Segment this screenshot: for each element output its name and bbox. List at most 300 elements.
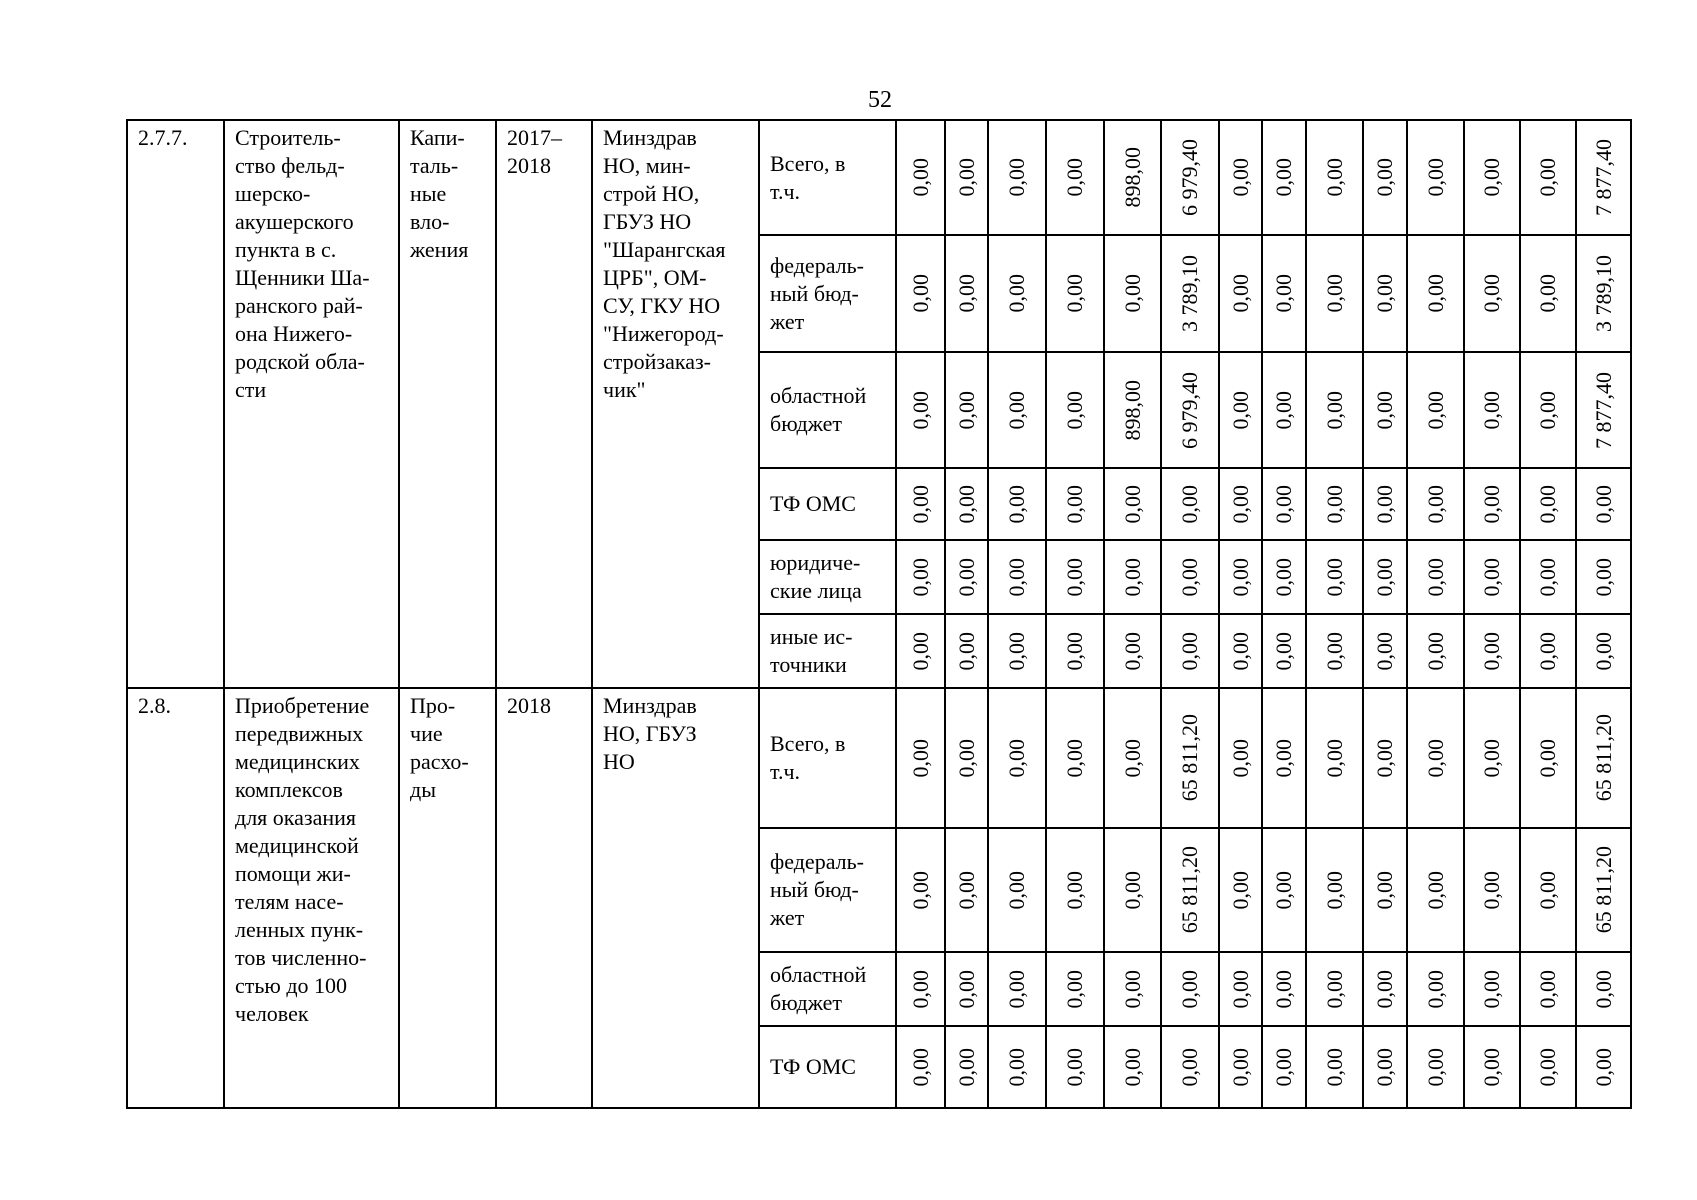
amount-value: 0,00: [1227, 274, 1253, 313]
amount-cell: [1520, 235, 1576, 352]
amount-value: 0,00: [1004, 557, 1029, 597]
amount-cell: [1520, 468, 1576, 540]
item-name-cell: Строитель- ство фельд- шерско- акушерского пункта в с. Щенники Ша- ранского рай- она Нижего- родской обла- сти: [224, 120, 399, 688]
funding-source-label: ТФ ОМС: [759, 1026, 896, 1108]
amount-value: 0,00: [1062, 870, 1087, 910]
amount-cell: [1306, 468, 1363, 540]
amount-value: 0,00: [953, 969, 979, 1009]
amount-cell: [1104, 614, 1161, 688]
amount-cell: [896, 352, 945, 468]
amount-value: 898,00: [1119, 379, 1145, 441]
amount-cell: [988, 540, 1046, 614]
amount-cell: [1262, 952, 1306, 1026]
amount-value: 0,00: [1271, 1047, 1296, 1087]
funding-source-label: Всего, в т.ч.: [759, 688, 896, 828]
amount-cell: [1520, 352, 1576, 468]
amount-value: 0,00: [1062, 484, 1087, 524]
amount-cell: [1161, 540, 1219, 614]
amount-value: 7 877,40: [1590, 371, 1616, 449]
amount-value: 65 811,20: [1590, 714, 1616, 802]
amount-cell: [1407, 614, 1464, 688]
item-name-cell: Приобретение передвижных медицинских комплексов для оказания медицинской помощи жи- телям насе- ленных пунк- тов численно- стью до 100 человек: [224, 688, 399, 1108]
amount-cell: [1262, 352, 1306, 468]
amount-cell: [1262, 1026, 1306, 1108]
amount-cell: [1306, 120, 1363, 235]
amount-value: 0,00: [1227, 969, 1253, 1009]
amount-value: 0,00: [1004, 390, 1029, 430]
amount-value: 0,00: [1479, 631, 1504, 671]
amount-cell: [1576, 120, 1631, 235]
amount-value: 0,00: [1227, 870, 1253, 910]
amount-cell: [1262, 540, 1306, 614]
amount-value: 0,00: [953, 158, 979, 197]
amount-cell: [1464, 468, 1520, 540]
amount-value: 0,00: [1479, 484, 1504, 524]
amount-value: 0,00: [1119, 484, 1145, 524]
amount-cell: [1046, 614, 1104, 688]
amount-cell: [1104, 952, 1161, 1026]
amount-value: 0,00: [953, 631, 979, 671]
amount-value: 0,00: [1271, 738, 1296, 778]
funding-source-label: иные ис- точники: [759, 614, 896, 688]
amount-value: 0,00: [1177, 969, 1202, 1009]
table-row: [127, 688, 1631, 828]
amount-value: 0,00: [1004, 484, 1029, 524]
amount-value: 0,00: [1422, 390, 1448, 430]
amount-cell: [1262, 468, 1306, 540]
amount-cell: [1464, 828, 1520, 952]
amount-cell: [1219, 120, 1262, 235]
amount-value: 0,00: [907, 738, 933, 778]
amount-value: 0,00: [1062, 158, 1087, 197]
amount-value: 0,00: [907, 484, 933, 524]
amount-cell: [896, 120, 945, 235]
funding-source-label: юридиче- ские лица: [759, 540, 896, 614]
amount-value: 0,00: [1479, 969, 1504, 1009]
amount-cell: [1219, 1026, 1262, 1108]
amount-cell: [945, 235, 988, 352]
amount-value: 0,00: [1119, 738, 1145, 778]
amount-cell: [988, 614, 1046, 688]
amount-cell: [1464, 952, 1520, 1026]
amount-value: 0,00: [953, 738, 979, 778]
amount-value: 0,00: [907, 1047, 933, 1087]
amount-value: 0,00: [1004, 738, 1029, 778]
amount-value: 0,00: [953, 870, 979, 910]
amount-cell: [1576, 1026, 1631, 1108]
amount-value: 0,00: [1227, 557, 1253, 597]
amount-value: 0,00: [1590, 969, 1616, 1009]
amount-cell: [1306, 352, 1363, 468]
amount-value: 0,00: [1271, 274, 1296, 313]
amount-cell: [1161, 952, 1219, 1026]
table-row: [127, 120, 1631, 235]
amount-value: 0,00: [1372, 390, 1397, 430]
amount-value: 0,00: [1372, 1047, 1397, 1087]
amount-value: 0,00: [1227, 390, 1253, 430]
amount-cell: [1407, 120, 1464, 235]
amount-cell: [1104, 688, 1161, 828]
amount-cell: [1161, 828, 1219, 952]
amount-value: 0,00: [1321, 738, 1347, 778]
amount-value: 0,00: [1590, 1047, 1616, 1087]
amount-value: 0,00: [1372, 484, 1397, 524]
amount-cell: [896, 1026, 945, 1108]
executor-cell: Минздрав НО, мин- строй НО, ГБУЗ НО "Шарангская ЦРБ", ОМ- СУ, ГКУ НО "Нижегород- стройзаказ- чик": [592, 120, 759, 688]
amount-value: 0,00: [1227, 738, 1253, 778]
amount-cell: [945, 120, 988, 235]
amount-cell: [1306, 540, 1363, 614]
amount-cell: [896, 614, 945, 688]
amount-value: 0,00: [1535, 557, 1560, 597]
amount-value: 0,00: [1062, 390, 1087, 430]
amount-cell: [1306, 688, 1363, 828]
amount-value: 0,00: [1004, 158, 1029, 197]
amount-value: 0,00: [1535, 969, 1560, 1009]
amount-cell: [1046, 352, 1104, 468]
amount-value: 0,00: [1321, 1047, 1347, 1087]
amount-cell: [1219, 540, 1262, 614]
amount-cell: [1046, 688, 1104, 828]
amount-value: 0,00: [907, 390, 933, 430]
amount-cell: [1464, 1026, 1520, 1108]
amount-value: 0,00: [1422, 969, 1448, 1009]
amount-value: 0,00: [1422, 158, 1448, 197]
amount-cell: [1464, 352, 1520, 468]
amount-value: 0,00: [1271, 390, 1296, 430]
amount-cell: [988, 1026, 1046, 1108]
amount-value: 6 979,40: [1177, 371, 1202, 449]
amount-value: 0,00: [1372, 557, 1397, 597]
amount-value: 0,00: [1227, 631, 1253, 671]
amount-cell: [1219, 828, 1262, 952]
funding-source-label: федераль- ный бюд- жет: [759, 235, 896, 352]
amount-cell: [1407, 828, 1464, 952]
amount-cell: [945, 352, 988, 468]
amount-value: 0,00: [1535, 158, 1560, 197]
amount-cell: [1407, 352, 1464, 468]
amount-cell: [945, 828, 988, 952]
amount-value: 0,00: [1062, 1047, 1087, 1087]
amount-cell: [1363, 120, 1407, 235]
amount-value: 0,00: [1119, 631, 1145, 671]
amount-value: 0,00: [1119, 557, 1145, 597]
funding-source-label: областной бюджет: [759, 352, 896, 468]
amount-value: 898,00: [1119, 147, 1145, 208]
amount-cell: [1262, 120, 1306, 235]
amount-value: 0,00: [1422, 484, 1448, 524]
amount-cell: [1161, 352, 1219, 468]
amount-cell: [1219, 352, 1262, 468]
amount-value: 0,00: [1535, 738, 1560, 778]
amount-value: 0,00: [1479, 158, 1504, 197]
amount-value: 65 811,20: [1177, 846, 1202, 934]
funding-source-label: ТФ ОМС: [759, 468, 896, 540]
amount-value: 0,00: [1062, 557, 1087, 597]
amount-value: 0,00: [1590, 631, 1616, 671]
amount-value: 0,00: [907, 557, 933, 597]
amount-value: 0,00: [1422, 870, 1448, 910]
amount-value: 0,00: [1177, 557, 1202, 597]
amount-value: 0,00: [1321, 870, 1347, 910]
amount-value: 0,00: [1004, 631, 1029, 671]
amount-cell: [1363, 352, 1407, 468]
amount-value: 65 811,20: [1590, 846, 1616, 934]
amount-cell: [1104, 1026, 1161, 1108]
amount-cell: [1576, 614, 1631, 688]
amount-cell: [1407, 952, 1464, 1026]
amount-cell: [1407, 540, 1464, 614]
amount-cell: [1161, 688, 1219, 828]
amount-value: 0,00: [1227, 1047, 1253, 1087]
page-number: 52: [868, 87, 892, 113]
amount-value: 0,00: [1422, 738, 1448, 778]
item-code-cell: 2.7.7.: [127, 120, 224, 688]
amount-value: 0,00: [1271, 557, 1296, 597]
amount-cell: [1520, 952, 1576, 1026]
amount-value: 0,00: [1177, 484, 1202, 524]
amount-cell: [1262, 614, 1306, 688]
amount-value: 0,00: [1271, 158, 1296, 197]
amount-cell: [1363, 952, 1407, 1026]
amount-value: 0,00: [1062, 969, 1087, 1009]
expense-type-cell: Капи- таль- ные вло- жения: [399, 120, 496, 688]
amount-value: 0,00: [953, 390, 979, 430]
amount-cell: [1306, 614, 1363, 688]
amount-cell: [1104, 468, 1161, 540]
amount-cell: [1407, 235, 1464, 352]
amount-value: 0,00: [1479, 738, 1504, 778]
amount-value: 0,00: [1535, 484, 1560, 524]
amount-cell: [1046, 1026, 1104, 1108]
amount-cell: [1104, 828, 1161, 952]
amount-value: 0,00: [1372, 274, 1397, 313]
amount-value: 0,00: [1372, 870, 1397, 910]
amount-cell: [1520, 540, 1576, 614]
amount-cell: [1363, 468, 1407, 540]
amount-value: 0,00: [1004, 969, 1029, 1009]
amount-value: 3 789,10: [1177, 255, 1202, 332]
amount-cell: [945, 540, 988, 614]
amount-value: 7 877,40: [1590, 139, 1616, 216]
item-code-cell: 2.8.: [127, 688, 224, 1108]
amount-cell: [1407, 468, 1464, 540]
executor-cell: Минздрав НО, ГБУЗ НО: [592, 688, 759, 1108]
amount-cell: [988, 235, 1046, 352]
amount-cell: [1464, 120, 1520, 235]
amount-value: 0,00: [1535, 631, 1560, 671]
amount-value: 0,00: [953, 274, 979, 313]
amount-value: 0,00: [1321, 158, 1347, 197]
amount-value: 0,00: [1479, 1047, 1504, 1087]
amount-value: 0,00: [1321, 631, 1347, 671]
amount-cell: [1407, 1026, 1464, 1108]
amount-cell: [1576, 540, 1631, 614]
amount-value: 0,00: [1372, 738, 1397, 778]
amount-cell: [1219, 952, 1262, 1026]
amount-value: 0,00: [1271, 870, 1296, 910]
amount-cell: [1046, 540, 1104, 614]
amount-cell: [1363, 614, 1407, 688]
amount-value: 3 789,10: [1590, 255, 1616, 332]
amount-value: 0,00: [1321, 274, 1347, 313]
amount-cell: [1161, 235, 1219, 352]
amount-value: 0,00: [1177, 1047, 1202, 1087]
amount-cell: [1363, 235, 1407, 352]
amount-value: 0,00: [1321, 969, 1347, 1009]
amount-cell: [1576, 952, 1631, 1026]
amount-cell: [1464, 688, 1520, 828]
amount-cell: [1104, 235, 1161, 352]
amount-value: 0,00: [1535, 390, 1560, 430]
amount-cell: [1464, 235, 1520, 352]
amount-cell: [896, 540, 945, 614]
amount-value: 0,00: [1372, 158, 1397, 197]
amount-cell: [1520, 688, 1576, 828]
amount-value: 0,00: [1004, 1047, 1029, 1087]
amount-cell: [1219, 614, 1262, 688]
amount-value: 0,00: [1479, 870, 1504, 910]
amount-cell: [1046, 828, 1104, 952]
amount-cell: [896, 828, 945, 952]
amount-cell: [1161, 468, 1219, 540]
amount-value: 0,00: [1271, 969, 1296, 1009]
amount-value: 0,00: [1422, 557, 1448, 597]
amount-value: 0,00: [1535, 870, 1560, 910]
funding-source-label: областной бюджет: [759, 952, 896, 1026]
funding-source-label: Всего, в т.ч.: [759, 120, 896, 235]
expense-type-cell: Про- чие расхо- ды: [399, 688, 496, 1108]
period-cell: 2018: [496, 688, 592, 1108]
amount-cell: [1306, 828, 1363, 952]
amount-cell: [1576, 352, 1631, 468]
amount-value: 0,00: [907, 870, 933, 910]
amount-cell: [988, 688, 1046, 828]
amount-value: 0,00: [1479, 557, 1504, 597]
amount-value: 0,00: [1227, 484, 1253, 524]
amount-value: 0,00: [1422, 631, 1448, 671]
funding-source-label: федераль- ный бюд- жет: [759, 828, 896, 952]
amount-cell: [1363, 1026, 1407, 1108]
amount-value: 0,00: [1422, 1047, 1448, 1087]
amount-cell: [1363, 688, 1407, 828]
amount-value: 0,00: [1119, 969, 1145, 1009]
amount-cell: [896, 235, 945, 352]
table-body: [127, 120, 1631, 1108]
amount-value: 0,00: [1590, 484, 1616, 524]
amount-value: 0,00: [907, 158, 933, 197]
amount-cell: [1219, 468, 1262, 540]
amount-value: 0,00: [1372, 969, 1397, 1009]
amount-value: 6 979,40: [1177, 139, 1202, 216]
amount-cell: [945, 614, 988, 688]
amount-cell: [1576, 468, 1631, 540]
amount-cell: [1046, 468, 1104, 540]
amount-value: 0,00: [1535, 274, 1560, 313]
amount-value: 65 811,20: [1177, 714, 1202, 802]
amount-value: 0,00: [1590, 557, 1616, 597]
amount-cell: [1262, 688, 1306, 828]
amount-cell: [1363, 540, 1407, 614]
amount-cell: [1363, 828, 1407, 952]
amount-value: 0,00: [953, 557, 979, 597]
amount-cell: [945, 952, 988, 1026]
amount-value: 0,00: [1004, 274, 1029, 313]
amount-value: 0,00: [1321, 390, 1347, 430]
amount-cell: [1464, 614, 1520, 688]
amount-value: 0,00: [1004, 870, 1029, 910]
amount-cell: [988, 952, 1046, 1026]
budget-table: [126, 119, 1632, 1109]
amount-cell: [945, 1026, 988, 1108]
amount-value: 0,00: [1321, 484, 1347, 524]
amount-cell: [1262, 235, 1306, 352]
amount-cell: [1104, 540, 1161, 614]
amount-cell: [896, 468, 945, 540]
amount-cell: [1046, 235, 1104, 352]
amount-value: 0,00: [1372, 631, 1397, 671]
amount-value: 0,00: [907, 274, 933, 313]
amount-cell: [1464, 540, 1520, 614]
amount-cell: [1104, 120, 1161, 235]
amount-cell: [1161, 614, 1219, 688]
amount-cell: [1576, 828, 1631, 952]
amount-value: 0,00: [953, 1047, 979, 1087]
amount-cell: [1520, 1026, 1576, 1108]
amount-value: 0,00: [1177, 631, 1202, 671]
amount-cell: [896, 952, 945, 1026]
amount-cell: [1520, 120, 1576, 235]
amount-value: 0,00: [907, 969, 933, 1009]
amount-value: 0,00: [1227, 158, 1253, 197]
amount-value: 0,00: [1271, 631, 1296, 671]
amount-value: 0,00: [1062, 738, 1087, 778]
amount-value: 0,00: [1119, 1047, 1145, 1087]
amount-value: 0,00: [1321, 557, 1347, 597]
amount-cell: [1046, 120, 1104, 235]
amount-cell: [1306, 235, 1363, 352]
amount-value: 0,00: [907, 631, 933, 671]
amount-cell: [988, 468, 1046, 540]
amount-cell: [988, 828, 1046, 952]
amount-cell: [1520, 614, 1576, 688]
amount-cell: [896, 688, 945, 828]
amount-value: 0,00: [1119, 274, 1145, 313]
amount-cell: [1306, 952, 1363, 1026]
amount-cell: [1576, 235, 1631, 352]
amount-cell: [988, 120, 1046, 235]
amount-value: 0,00: [953, 484, 979, 524]
amount-cell: [1161, 120, 1219, 235]
amount-cell: [1104, 352, 1161, 468]
amount-cell: [1520, 828, 1576, 952]
amount-value: 0,00: [1062, 274, 1087, 313]
amount-cell: [1219, 688, 1262, 828]
period-cell: 2017– 2018: [496, 120, 592, 688]
amount-value: 0,00: [1119, 870, 1145, 910]
amount-value: 0,00: [1535, 1047, 1560, 1087]
amount-value: 0,00: [1479, 274, 1504, 313]
amount-value: 0,00: [1479, 390, 1504, 430]
amount-cell: [945, 468, 988, 540]
amount-value: 0,00: [1271, 484, 1296, 524]
amount-cell: [1306, 1026, 1363, 1108]
amount-cell: [1161, 1026, 1219, 1108]
amount-cell: [1576, 688, 1631, 828]
amount-cell: [1407, 688, 1464, 828]
amount-cell: [988, 352, 1046, 468]
amount-value: 0,00: [1062, 631, 1087, 671]
